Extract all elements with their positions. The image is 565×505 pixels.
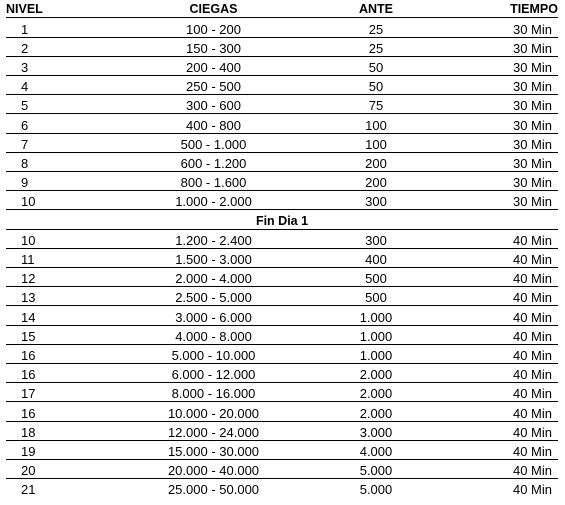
cell-nivel: 12	[21, 271, 36, 287]
cell-ante: 2.000	[359, 386, 393, 402]
cell-nivel: 4	[21, 79, 29, 95]
header-nivel: NIVEL	[6, 2, 43, 16]
table-row	[6, 135, 558, 153]
cell-tiempo: 40 Min	[512, 347, 552, 363]
cell-tiempo: 40 Min	[512, 309, 552, 325]
cell-ante: 300	[365, 194, 387, 210]
cell-tiempo: 30 Min	[512, 155, 552, 171]
cell-tiempo: 40 Min	[512, 386, 552, 402]
cell-tiempo: 40 Min	[512, 405, 552, 421]
table-row	[6, 96, 558, 114]
cell-ante: 300	[365, 232, 387, 248]
cell-tiempo: 40 Min	[512, 251, 552, 267]
table-row	[6, 480, 558, 498]
cell-nivel: 6	[21, 117, 29, 133]
cell-ante: 1.000	[359, 328, 393, 344]
cell-nivel: 15	[21, 328, 36, 344]
cell-ciegas: 1.000 - 2.000	[175, 194, 252, 210]
day-divider-label: Fin Dia 1	[255, 213, 309, 228]
cell-ciegas: 25.000 - 50.000	[167, 482, 260, 498]
cell-nivel: 10	[21, 232, 36, 248]
cell-ciegas: 20.000 - 40.000	[167, 463, 260, 479]
table-row	[6, 39, 558, 57]
table-row	[6, 77, 558, 95]
cell-ante: 75	[368, 98, 384, 114]
cell-ante: 25	[368, 21, 384, 37]
cell-nivel: 19	[21, 443, 36, 459]
cell-ciegas: 3.000 - 6.000	[175, 309, 252, 325]
table-row	[6, 365, 558, 383]
cell-ante: 4.000	[359, 443, 393, 459]
cell-tiempo: 30 Min	[512, 40, 552, 56]
cell-tiempo: 30 Min	[512, 21, 552, 37]
cell-ciegas: 150 - 300	[186, 40, 241, 56]
cell-ante: 3.000	[359, 424, 393, 440]
cell-ante: 200	[365, 155, 387, 171]
table-row	[6, 154, 558, 172]
cell-nivel: 9	[21, 175, 29, 191]
cell-ante: 50	[368, 59, 384, 75]
cell-ante: 1.000	[359, 309, 393, 325]
cell-ciegas: 400 - 800	[186, 117, 241, 133]
cell-ante: 200	[365, 175, 387, 191]
table-row	[6, 346, 558, 364]
cell-ante: 5.000	[359, 463, 393, 479]
cell-nivel: 21	[21, 482, 36, 498]
cell-nivel: 18	[21, 424, 36, 440]
cell-tiempo: 30 Min	[512, 79, 552, 95]
cell-tiempo: 30 Min	[512, 175, 552, 191]
table-row	[6, 20, 558, 38]
cell-nivel: 3	[21, 59, 29, 75]
cell-nivel: 1	[21, 21, 29, 37]
cell-ciegas: 5.000 - 10.000	[171, 347, 256, 363]
table-row	[6, 58, 558, 76]
cell-tiempo: 30 Min	[512, 136, 552, 152]
cell-ciegas: 800 - 1.600	[180, 175, 247, 191]
cell-ciegas: 1.500 - 3.000	[175, 251, 252, 267]
cell-ciegas: 10.000 - 20.000	[167, 405, 260, 421]
cell-ante: 1.000	[359, 347, 393, 363]
header-ante: ANTE	[358, 2, 394, 16]
cell-ciegas: 2.000 - 4.000	[175, 271, 252, 287]
cell-ciegas: 2.500 - 5.000	[175, 290, 252, 306]
cell-ciegas: 500 - 1.000	[180, 136, 247, 152]
table-row	[6, 461, 558, 479]
cell-tiempo: 40 Min	[512, 328, 552, 344]
table-row	[6, 288, 558, 306]
cell-ciegas: 300 - 600	[186, 98, 241, 114]
cell-nivel: 5	[21, 98, 29, 114]
cell-ciegas: 6.000 - 12.000	[171, 367, 256, 383]
table-row	[6, 308, 558, 326]
cell-nivel: 14	[21, 309, 36, 325]
header-ciegas: CIEGAS	[189, 2, 238, 16]
table-row	[6, 269, 558, 287]
cell-tiempo: 40 Min	[512, 367, 552, 383]
cell-ciegas: 8.000 - 16.000	[171, 386, 256, 402]
cell-ante: 50	[368, 79, 384, 95]
cell-ante: 2.000	[359, 367, 393, 383]
cell-ciegas: 12.000 - 24.000	[167, 424, 260, 440]
cell-nivel: 16	[21, 367, 36, 383]
cell-tiempo: 40 Min	[512, 271, 552, 287]
table-header-row	[6, 0, 558, 18]
cell-ciegas: 15.000 - 30.000	[167, 443, 260, 459]
cell-nivel: 13	[21, 290, 36, 306]
cell-nivel: 7	[21, 136, 29, 152]
cell-ciegas: 100 - 200	[186, 21, 241, 37]
cell-ciegas: 4.000 - 8.000	[175, 328, 252, 344]
table-row	[6, 423, 558, 441]
cell-ciegas: 600 - 1.200	[180, 155, 247, 171]
cell-ante: 500	[365, 271, 387, 287]
cell-ante: 100	[365, 117, 387, 133]
cell-tiempo: 30 Min	[512, 59, 552, 75]
table-row	[6, 327, 558, 345]
cell-ante: 25	[368, 40, 384, 56]
table-row	[6, 250, 558, 268]
cell-nivel: 10	[21, 194, 36, 210]
cell-ante: 400	[365, 251, 387, 267]
cell-ciegas: 1.200 - 2.400	[175, 232, 252, 248]
table-row	[6, 173, 558, 191]
table-row	[6, 231, 558, 249]
cell-ante: 500	[365, 290, 387, 306]
cell-nivel: 20	[21, 463, 36, 479]
table-row	[6, 404, 558, 422]
table-row	[6, 442, 558, 460]
cell-tiempo: 30 Min	[512, 117, 552, 133]
table-row	[6, 192, 558, 210]
cell-tiempo: 30 Min	[512, 98, 552, 114]
cell-tiempo: 40 Min	[512, 290, 552, 306]
cell-tiempo: 40 Min	[512, 424, 552, 440]
cell-nivel: 8	[21, 155, 29, 171]
cell-ante: 100	[365, 136, 387, 152]
cell-nivel: 17	[21, 386, 36, 402]
day-divider-row	[6, 212, 558, 230]
cell-tiempo: 40 Min	[512, 463, 552, 479]
cell-nivel: 16	[21, 405, 36, 421]
header-tiempo: TIEMPO	[510, 2, 558, 16]
cell-tiempo: 40 Min	[512, 482, 552, 498]
cell-ciegas: 250 - 500	[186, 79, 241, 95]
cell-nivel: 11	[21, 251, 35, 267]
cell-ante: 5.000	[359, 482, 393, 498]
table-row	[6, 116, 558, 134]
table-row	[6, 384, 558, 402]
cell-nivel: 2	[21, 40, 29, 56]
cell-ante: 2.000	[359, 405, 393, 421]
cell-nivel: 16	[21, 347, 36, 363]
cell-tiempo: 40 Min	[512, 232, 552, 248]
cell-tiempo: 40 Min	[512, 443, 552, 459]
cell-tiempo: 30 Min	[512, 194, 552, 210]
cell-ciegas: 200 - 400	[186, 59, 241, 75]
